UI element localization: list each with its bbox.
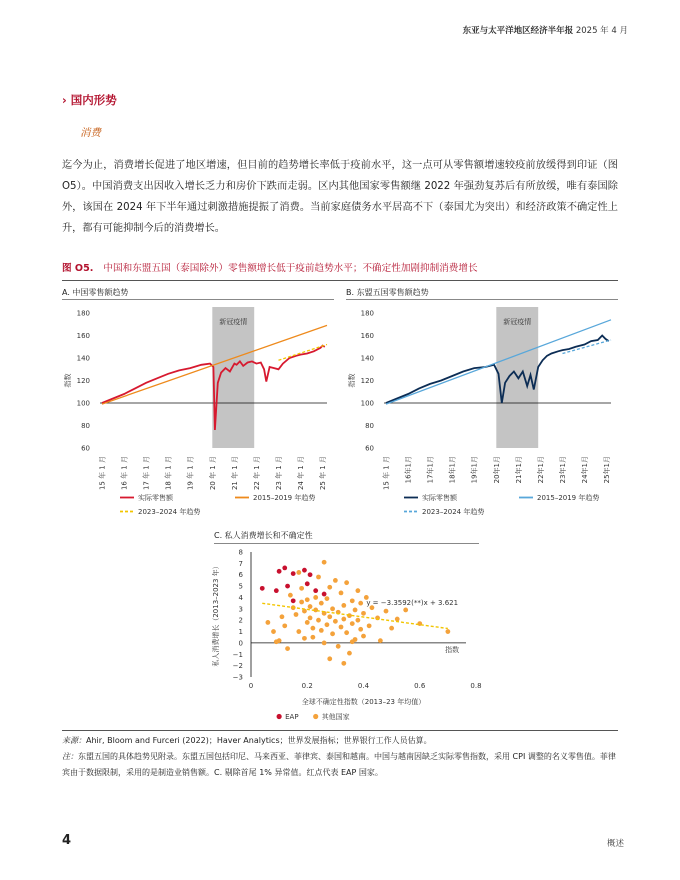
- chart-c-point-eap: [322, 592, 327, 597]
- chart-c-point-other: [378, 638, 383, 643]
- chart-a-ytick-label: 180: [76, 309, 90, 318]
- chart-c-equation: y = −3.3592(**)x + 3.621: [366, 598, 459, 607]
- chart-c-xtick-label: 0.6: [414, 682, 426, 690]
- chart-c-point-eap: [282, 566, 287, 571]
- chart-c-axis-note: 指数: [445, 646, 460, 654]
- chart-c-point-other: [285, 646, 290, 651]
- chart-c-point-other: [294, 612, 299, 617]
- chart-c-point-other: [327, 614, 332, 619]
- chart-a-xtick-label: 22 年 1 月: [252, 456, 261, 491]
- chart-b-xtick-label: 19年1月: [470, 456, 479, 484]
- running-header: [463, 24, 628, 36]
- body-paragraph: 迄今为止，消费增长促进了地区增速，但目前的趋势增长率低于疫前水平，这一点可从零售额增速较疫前放缓得到印证（图 O5）。中国消费支出因收入增长乏力和房价下跌而走弱。区内其他国家零售额继 2022 年强劲复苏后有所放缓，唯有泰国除外，该国在 2024 年下半年通过刺激措施提振了消费。当前家庭债务水平居高不下（泰国尤为突出）和经济政策不确定性上升，都有可能抑制今后的消费增长。: [62, 160, 618, 234]
- chart-b-xtick-label: 23年1月: [558, 456, 567, 484]
- chart-b: [346, 301, 621, 523]
- figure-caption-text: 中国和东盟五国（泰国除外）零售额增长低于疫前趋势水平；不确定性加剧抑制消费增长: [103, 263, 478, 274]
- chart-b-xtick-label: 24年1月: [581, 456, 590, 484]
- chart-c-point-other: [361, 611, 366, 616]
- chart-a-xtick-label: 24 年 1 月: [297, 456, 306, 491]
- sources-label: 来源：: [62, 736, 86, 745]
- chart-c-point-other: [308, 604, 313, 609]
- chart-b-ytick-label: 140: [360, 354, 374, 363]
- chart-a: [62, 301, 337, 523]
- chart-b-series-trend-2023-2024-line: [563, 340, 612, 354]
- chart-c-point-eap: [291, 598, 296, 603]
- chart-c-point-other: [350, 639, 355, 644]
- chart-a-ytick-label: 120: [76, 377, 90, 385]
- chart-c-point-other: [344, 630, 349, 635]
- chart-c-point-other: [325, 622, 330, 627]
- chart-a-legend-label: 2023–2024 年趋势: [138, 508, 201, 516]
- chart-c-point-other: [296, 570, 301, 575]
- chart-c-legend-label: EAP: [285, 713, 299, 721]
- sources-notes: [62, 733, 618, 781]
- panel-c-rule: [214, 543, 479, 544]
- chart-c-point-other: [339, 591, 344, 596]
- chart-c-point-other: [330, 631, 335, 636]
- chart-b-xtick-label: 21年1月: [514, 456, 523, 484]
- chart-c-point-other: [403, 608, 408, 613]
- chart-c: [206, 545, 496, 725]
- chart-a-ytick-label: 160: [76, 332, 90, 340]
- chart-c-point-other: [333, 619, 338, 624]
- chart-a-xtick-label: 21 年 1 月: [230, 456, 239, 491]
- sub-title: 消费: [80, 127, 101, 139]
- note-text: 东盟五国的具体趋势见附录。东盟五国包括印尼、马来西亚、菲律宾、泰国和越南。中国与越南因缺乏实际零售指数，采用 CPI 调整的名义零售值。菲律宾由于数据限制，采用的是制造业销售额。C. 剔除首尾 1% 异常值。红点代表 EAP 国家。: [62, 752, 616, 777]
- chart-c-point-other: [282, 623, 287, 628]
- chart-c-legend-swatch: [277, 714, 282, 719]
- chart-c-point-eap: [274, 588, 279, 593]
- chart-b-xtick-label: 20年1月: [492, 456, 501, 484]
- panel-b-title: B. 东盟五国零售额趋势: [346, 288, 429, 297]
- chart-c-point-other: [350, 598, 355, 603]
- chart-c-ytick-label: 7: [238, 559, 243, 568]
- page-number: 4: [62, 833, 72, 848]
- chart-a-xtick-label: 25 年 1 月: [319, 456, 328, 491]
- chart-c-point-other: [341, 603, 346, 608]
- chart-c-ytick-label: 5: [238, 582, 243, 591]
- chart-c-point-other: [330, 606, 335, 611]
- chart-c-point-eap: [260, 586, 265, 591]
- chart-c-point-other: [322, 560, 327, 565]
- chart-c-point-eap: [285, 584, 290, 589]
- chart-a-shade-label: 新冠疫情: [219, 318, 248, 326]
- chart-c-ytick-label: 6: [238, 571, 243, 580]
- chart-b-shade-label: 新冠疫情: [503, 318, 532, 326]
- chart-c-ytick-label: −2: [232, 662, 243, 671]
- chart-c-point-other: [316, 575, 321, 580]
- chart-b-legend-label: 2015–2019 年趋势: [537, 494, 600, 502]
- chart-c-legend-swatch: [313, 714, 318, 719]
- section-title-text: 国内形势: [70, 93, 117, 107]
- chart-b-ytick-label: 120: [360, 377, 374, 385]
- chart-c-ytick-label: 8: [238, 548, 243, 557]
- chart-a-ylabel: 指数: [64, 373, 72, 388]
- chart-b-legend-label: 2023–2024 年趋势: [422, 508, 485, 516]
- chart-c-point-other: [353, 608, 358, 613]
- chart-c-point-other: [339, 625, 344, 630]
- section-title: [62, 92, 117, 108]
- chart-c-xtick-label: 0.8: [470, 682, 482, 690]
- chart-a-legend-label: 实际零售额: [138, 494, 173, 502]
- chart-a-xtick-label: 16 年 1 月: [120, 456, 129, 491]
- chart-c-point-other: [305, 620, 310, 625]
- chart-c-point-eap: [277, 569, 282, 574]
- chart-c-point-other: [308, 616, 313, 621]
- chart-b-xtick-label: 16年1月: [404, 456, 413, 484]
- chart-c-ylabel: 私人消费增长（2013–2023 年）: [212, 562, 220, 667]
- chart-c-point-other: [333, 578, 338, 583]
- chart-b-xtick-label: 22年1月: [536, 456, 545, 484]
- chart-c-point-other: [389, 626, 394, 631]
- chart-c-point-other: [288, 593, 293, 598]
- chart-c-point-other: [361, 634, 366, 639]
- chart-c-point-other: [296, 629, 301, 634]
- chart-c-point-other: [384, 609, 389, 614]
- chart-b-ytick-label: 80: [365, 422, 374, 430]
- chart-c-point-other: [325, 596, 330, 601]
- chart-a-xtick-label: 19 年 1 月: [186, 456, 195, 491]
- chart-c-point-eap: [313, 588, 318, 593]
- chart-a-series-trend-2023-2024-line: [279, 345, 328, 361]
- chart-c-point-other: [299, 586, 304, 591]
- figure-caption: [62, 260, 478, 274]
- chart-c-point-other: [327, 656, 332, 661]
- chart-c-point-other: [358, 601, 363, 606]
- chart-a-ytick-label: 100: [76, 399, 90, 408]
- chart-b-xtick-label: 25年1月: [603, 456, 612, 484]
- note-label: 注：: [62, 752, 78, 761]
- panel-b-rule: [346, 299, 618, 300]
- sources-line: [62, 733, 618, 749]
- figure-number: 图 O5.: [62, 263, 94, 274]
- chart-c-point-other: [316, 618, 321, 623]
- chart-a-ytick-label: 140: [76, 354, 90, 363]
- chart-c-point-other: [347, 651, 352, 656]
- chevron-right-icon: ›: [62, 93, 67, 107]
- chart-c-point-other: [271, 629, 276, 634]
- chart-c-point-other: [322, 641, 327, 646]
- sources-rule: [62, 730, 618, 731]
- chart-c-point-eap: [302, 568, 307, 573]
- chart-a-xtick-label: 15 年 1 月: [98, 456, 107, 491]
- chart-b-ytick-label: 100: [360, 399, 374, 408]
- chart-c-point-eap: [305, 581, 310, 586]
- chart-c-point-other: [336, 644, 341, 649]
- figure-rule: [62, 280, 618, 281]
- panel-a-title: A. 中国零售额趋势: [62, 288, 129, 297]
- chart-c-point-other: [350, 621, 355, 626]
- chart-c-point-other: [344, 580, 349, 585]
- chart-c-point-other: [327, 585, 332, 590]
- chart-a-xtick-label: 18 年 1 月: [164, 456, 173, 491]
- chart-c-point-other: [341, 661, 346, 666]
- chart-a-xtick-label: 23 年 1 月: [274, 456, 283, 491]
- chart-c-point-other: [358, 627, 363, 632]
- chart-c-legend-label: 其他国家: [321, 713, 350, 721]
- chart-c-point-other: [341, 617, 346, 622]
- chart-a-ytick-label: 60: [81, 444, 90, 453]
- chart-c-point-other: [355, 588, 360, 593]
- chart-c-point-other: [367, 623, 372, 628]
- chart-b-legend-label: 实际零售额: [422, 494, 457, 502]
- chart-c-xtick-label: 0: [248, 682, 254, 690]
- panel-a-rule: [62, 299, 334, 300]
- chart-c-point-other: [355, 618, 360, 623]
- chart-c-point-other: [445, 629, 450, 634]
- chart-c-xtick-label: 0.2: [301, 682, 313, 690]
- chart-b-ytick-label: 160: [360, 332, 374, 340]
- chart-b-ylabel: 指数: [348, 373, 356, 388]
- chart-c-ytick-label: 0: [238, 639, 243, 648]
- chart-a-legend-label: 2015–2019 年趋势: [253, 494, 316, 502]
- sources-text: Ahir, Bloom and Furceri (2022)；Haver Analytics；世界发展指标；世界银行工作人员估算。: [86, 736, 432, 745]
- chart-c-point-other: [274, 639, 279, 644]
- chart-c-ytick-label: 4: [238, 593, 243, 602]
- header-date: 2025 年 4 月: [575, 26, 628, 36]
- chart-c-ytick-label: 1: [238, 628, 243, 637]
- chart-c-point-other: [313, 595, 318, 600]
- chart-a-ytick-label: 80: [81, 422, 90, 430]
- chart-c-point-other: [347, 613, 352, 618]
- chart-a-xtick-label: 17 年 1 月: [142, 456, 151, 491]
- chart-c-point-other: [319, 601, 324, 606]
- chart-b-xtick-label: 18年1月: [448, 456, 457, 484]
- chart-c-xlabel: 全球不确定性指数（2013–23 年均值）: [301, 698, 426, 706]
- chart-c-ytick-label: −1: [232, 650, 243, 659]
- note-line: [62, 749, 618, 781]
- footer-label: 概述: [606, 839, 624, 849]
- header-report-title: 东亚与太平洋地区经济半年报: [462, 26, 574, 36]
- chart-b-xtick-label: 17年1月: [426, 456, 435, 484]
- chart-c-point-other: [265, 620, 270, 625]
- panel-c-title: C. 私人消费增长和不确定性: [214, 531, 313, 540]
- chart-c-ytick-label: 3: [238, 605, 243, 614]
- chart-c-point-other: [299, 600, 304, 605]
- chart-b-ytick-label: 60: [365, 444, 374, 453]
- chart-c-point-other: [395, 617, 400, 622]
- chart-c-point-eap: [291, 571, 296, 576]
- chart-c-xtick-label: 0.4: [357, 682, 370, 690]
- chart-c-ytick-label: 2: [238, 616, 243, 625]
- chart-b-ytick-label: 180: [360, 309, 374, 318]
- chart-c-point-eap: [308, 572, 313, 577]
- chart-c-point-other: [310, 626, 315, 631]
- chart-c-point-other: [310, 635, 315, 640]
- chart-c-point-other: [319, 628, 324, 633]
- chart-c-point-other: [280, 614, 285, 619]
- chart-b-xtick-label: 15 年 1 月: [382, 456, 391, 491]
- chart-c-point-other: [305, 597, 310, 602]
- chart-c-point-other: [302, 636, 307, 641]
- chart-a-xtick-label: 20 年 1 月: [208, 456, 217, 491]
- chart-c-ytick-label: −3: [232, 673, 243, 682]
